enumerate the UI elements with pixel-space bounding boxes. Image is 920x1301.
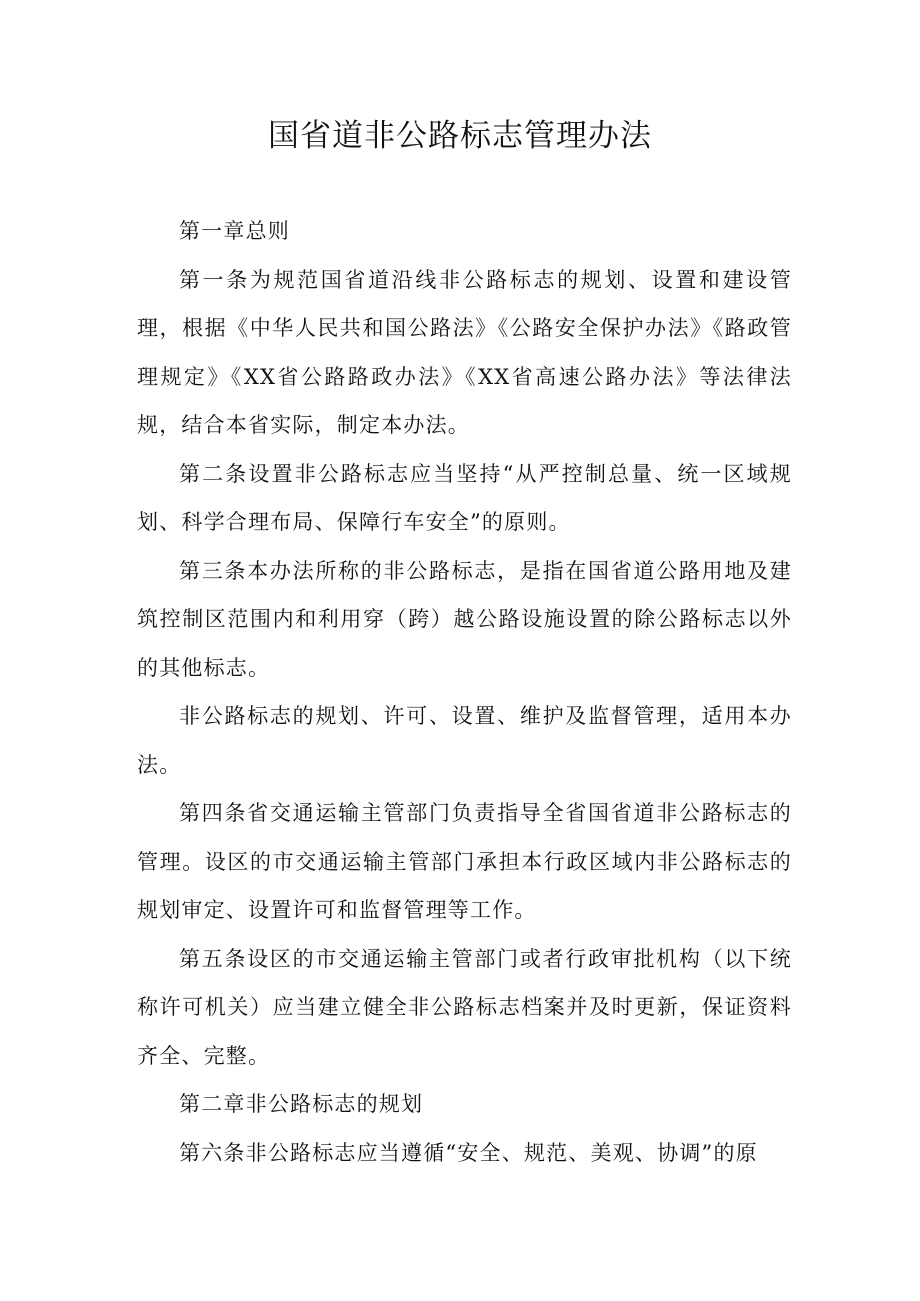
document-body — [137, 207, 792, 1177]
article-paragraph: 第六条非公路标志应当遵循“安全、规范、美观、协调”的原 — [179, 1140, 758, 1165]
article-paragraph: 第一条为规范国省道沿线非公路标志的规划、设置和建设管理，根据《中华人民共和国公路法》《公路安全保护办法》《路政管理规定》《XX省公路路政办法》《XX省高速公路办法》等法律法规，结合本省实际，制定本办法。 — [137, 267, 792, 437]
chapter-heading: 第二章非公路标志的规划 — [179, 1092, 424, 1116]
article-paragraph: 第二条设置非公路标志应当坚持“从严控制总量、统一区域规划、科学合理布局、保障行车安全”的原则。 — [137, 461, 792, 534]
article-paragraph: 第三条本办法所称的非公路标志，是指在国省道公路用地及建筑控制区范围内和利用穿（跨）越公路设施设置的除公路标志以外的其他标志。 — [137, 558, 792, 680]
article-paragraph: 第五条设区的市交通运输主管部门或者行政审批机构（以下统称许可机关）应当建立健全非公路标志档案并及时更新，保证资料齐全、完整。 — [137, 946, 792, 1068]
article-paragraph: 第四条省交通运输主管部门负责指导全省国省道非公路标志的管理。设区的市交通运输主管部门承担本行政区域内非公路标志的规划审定、设置许可和监督管理等工作。 — [137, 801, 792, 922]
article-paragraph: 非公路标志的规划、许可、设置、维护及监督管理，适用本办法。 — [137, 704, 792, 777]
document-title: 国省道非公路标志管理办法 — [268, 118, 652, 154]
chapter-heading: 第一章总则 — [179, 219, 290, 243]
